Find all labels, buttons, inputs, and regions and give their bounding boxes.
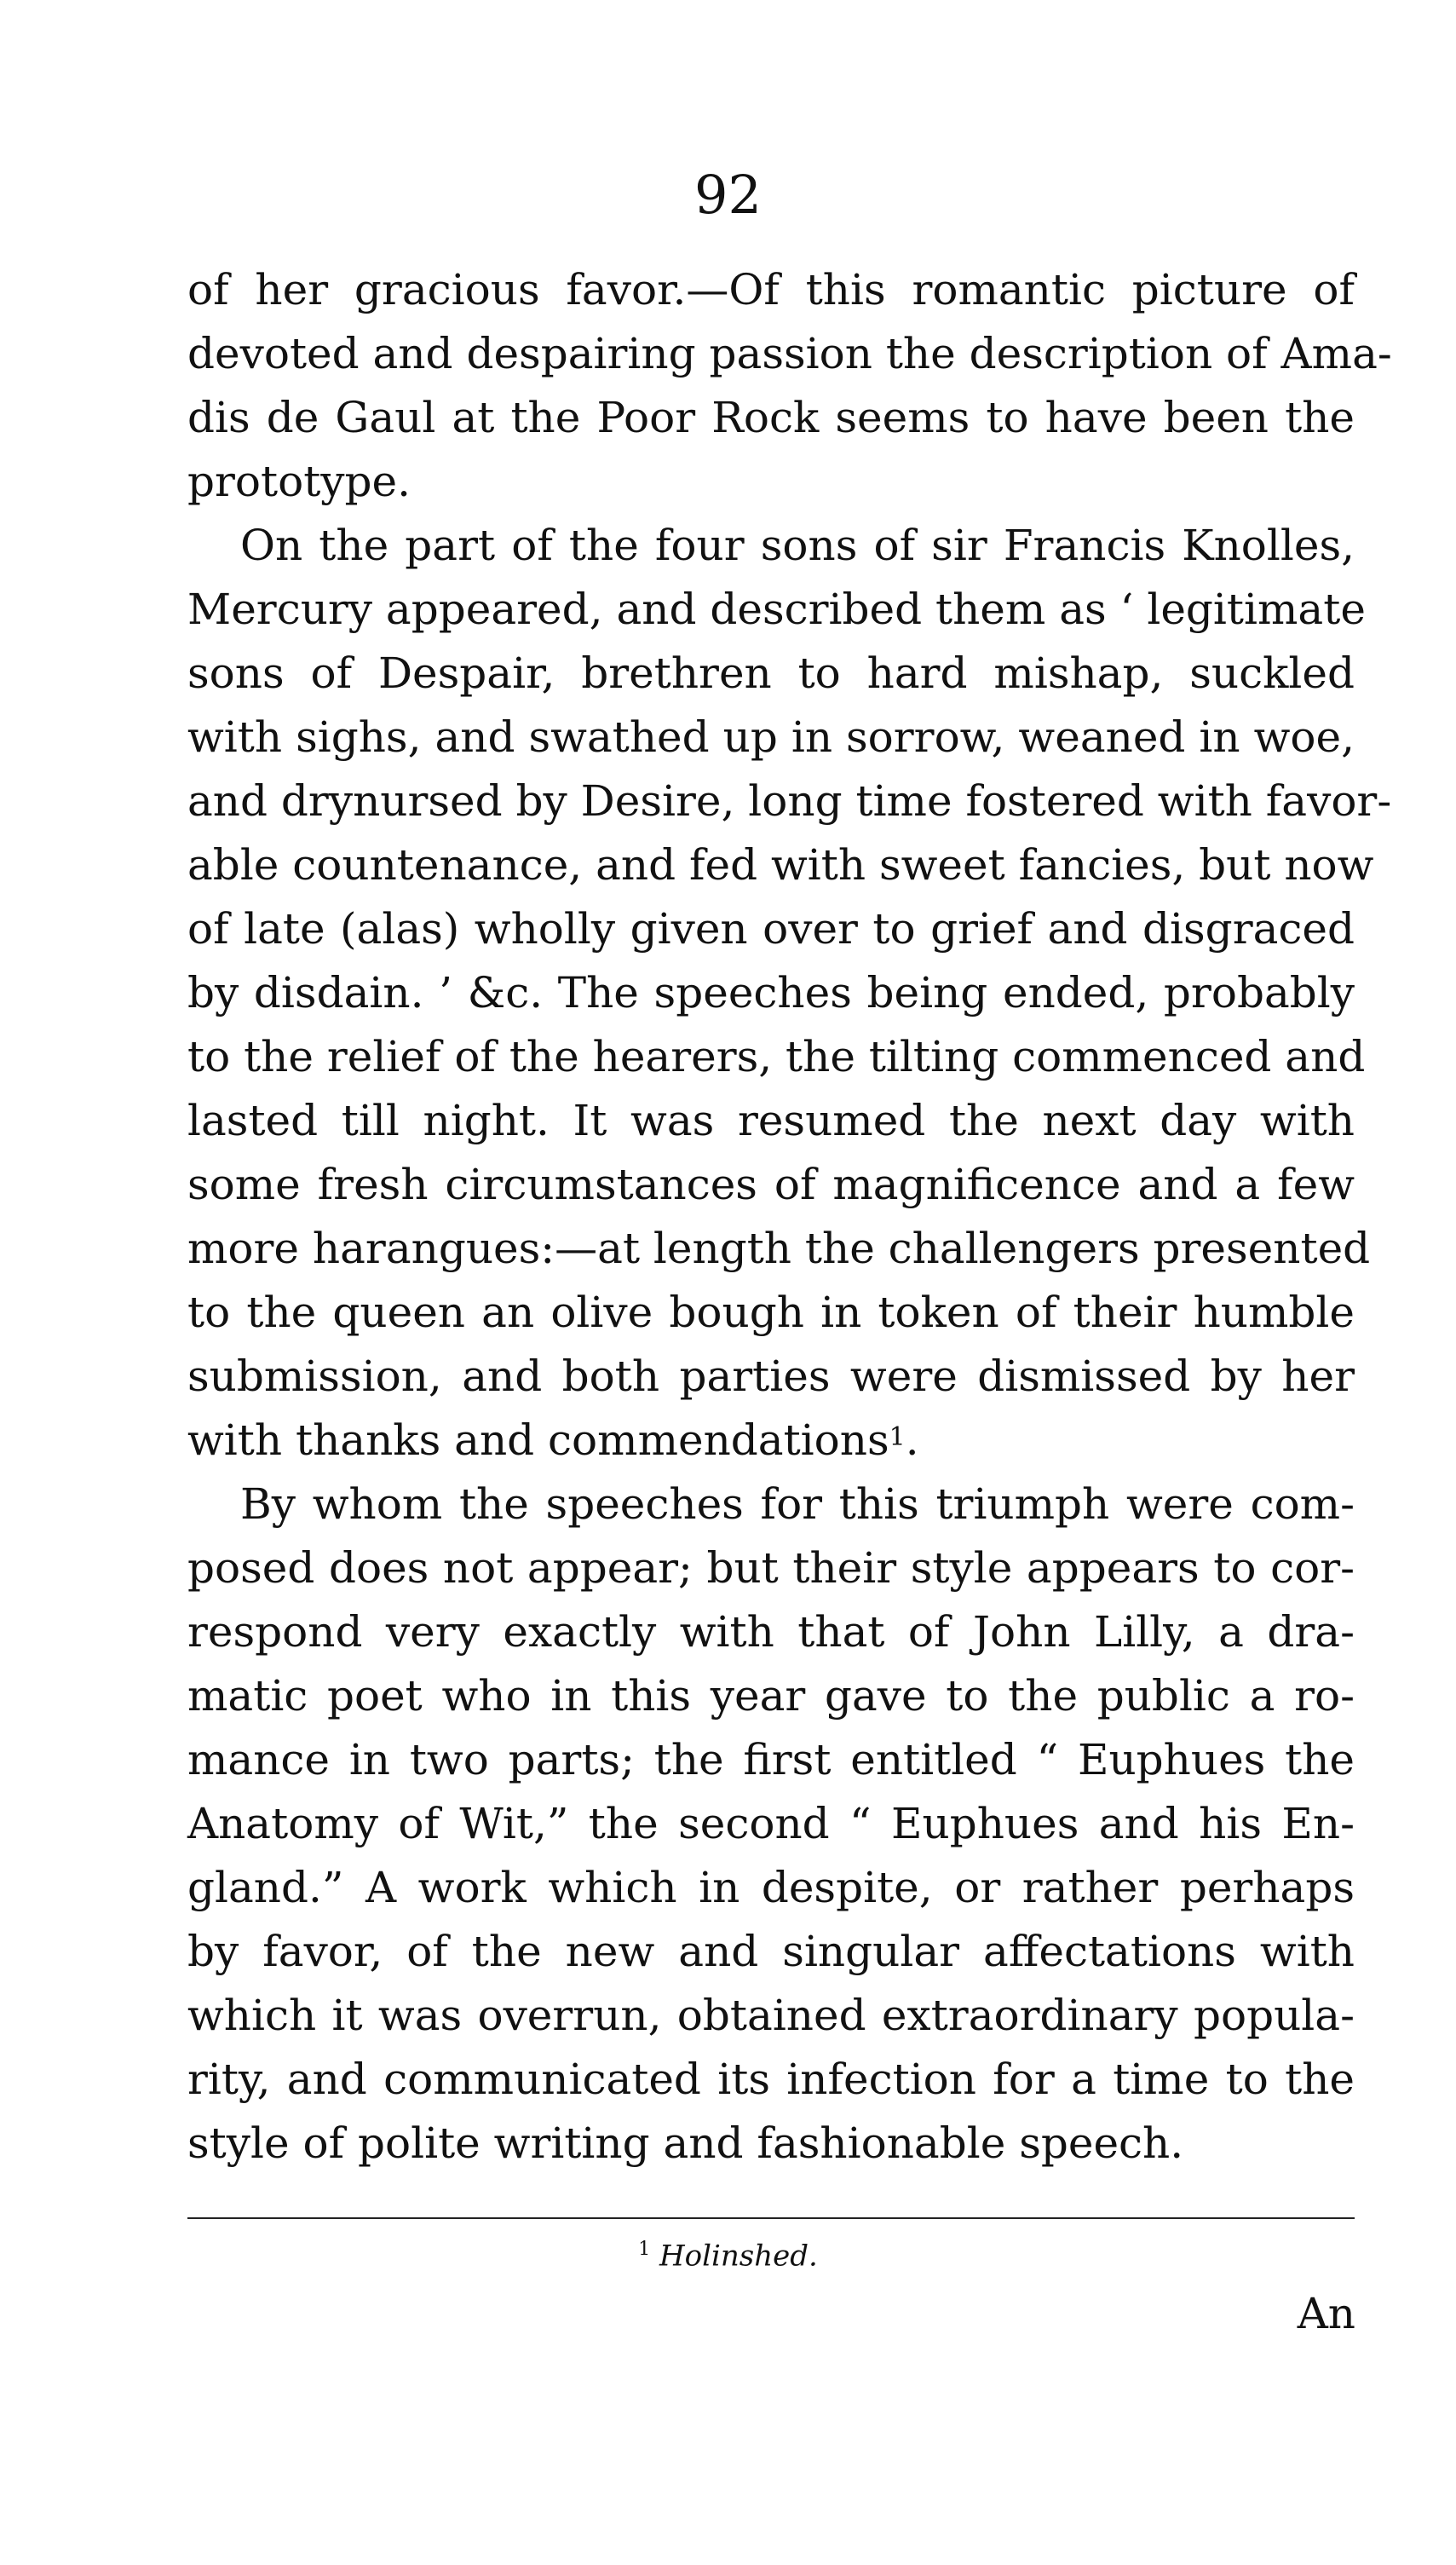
text-line: matic poet who in this year gave to the public a ro-: [187, 1671, 1355, 1721]
text-line: rity, and communicated its infection for a time to the: [187, 2055, 1355, 2104]
page-number: 92: [694, 164, 762, 226]
text-line: which it was overrun, obtained extraordinary popula-: [187, 1991, 1355, 2040]
text-line: to the relief of the hearers, the tilting commenced and: [187, 1032, 1366, 1081]
catchword: An: [1297, 2289, 1355, 2338]
text-line: Mercury appeared, and described them as ‘ legitimate: [187, 585, 1366, 634]
text-line: Anatomy of Wit,” the second “ Euphues and his En-: [187, 1799, 1355, 1848]
text-line: by disdain. ’ &c. The speeches being ended, probably: [187, 968, 1355, 1017]
text-line: prototype.: [187, 457, 411, 506]
text-line: sons of Despair, brethren to hard mishap, suckled: [187, 648, 1355, 698]
text-line: of late (alas) wholly given over to grief and disgraced: [187, 904, 1355, 954]
text-line: respond very exactly with that of John Lilly, a dra-: [187, 1607, 1355, 1657]
footnote-divider: [187, 2217, 1355, 2219]
text-line: able countenance, and fed with sweet fancies, but now: [187, 840, 1374, 890]
text-line: more harangues:—at length the challengers presented: [187, 1224, 1371, 1273]
text-line: of her gracious favor.—Of this romantic picture of: [187, 265, 1355, 314]
paragraph-start-line: On the part of the four sons of sir Francis Knolles,: [240, 521, 1355, 570]
footnote-marker: 1: [638, 2239, 651, 2260]
text-line: gland.” A work which in despite, or rather perhaps: [187, 1863, 1355, 1912]
footnote-text: Holinshed.: [659, 2239, 818, 2274]
footnote-reference: 1: [889, 1422, 906, 1452]
text-line: mance in two parts; the first entitled “ Euphues the: [187, 1735, 1355, 1784]
text-line: to the queen an olive bough in token of their humble: [187, 1288, 1355, 1337]
text-line: style of polite writing and fashionable speech.: [187, 2118, 1184, 2168]
text-line: posed does not appear; but their style appears to cor-: [187, 1543, 1355, 1593]
footnote-reference-period: .: [905, 1415, 919, 1465]
text-line: submission, and both parties were dismissed by her: [187, 1352, 1355, 1401]
text-line: with sighs, and swathed up in sorrow, weaned in woe,: [187, 712, 1355, 762]
text-line: lasted till night. It was resumed the next day with: [187, 1096, 1355, 1145]
text-line-with-footnote-ref: [187, 1409, 1355, 1473]
text-line-content: with thanks and commendations: [187, 1415, 889, 1465]
text-line: by favor, of the new and singular affectations with: [187, 1927, 1355, 1976]
text-line: devoted and despairing passion the description of Ama-: [187, 329, 1392, 378]
text-line: dis de Gaul at the Poor Rock seems to have been the: [187, 393, 1355, 442]
text-line: some fresh circumstances of magnificence and a few: [187, 1160, 1355, 1209]
paragraph-start-line: By whom the speeches for this triumph were com-: [240, 1479, 1355, 1529]
footnote: [0, 2233, 1456, 2273]
body-text: [187, 258, 1392, 2176]
text-line: and drynursed by Desire, long time fostered with favor-: [187, 776, 1392, 826]
